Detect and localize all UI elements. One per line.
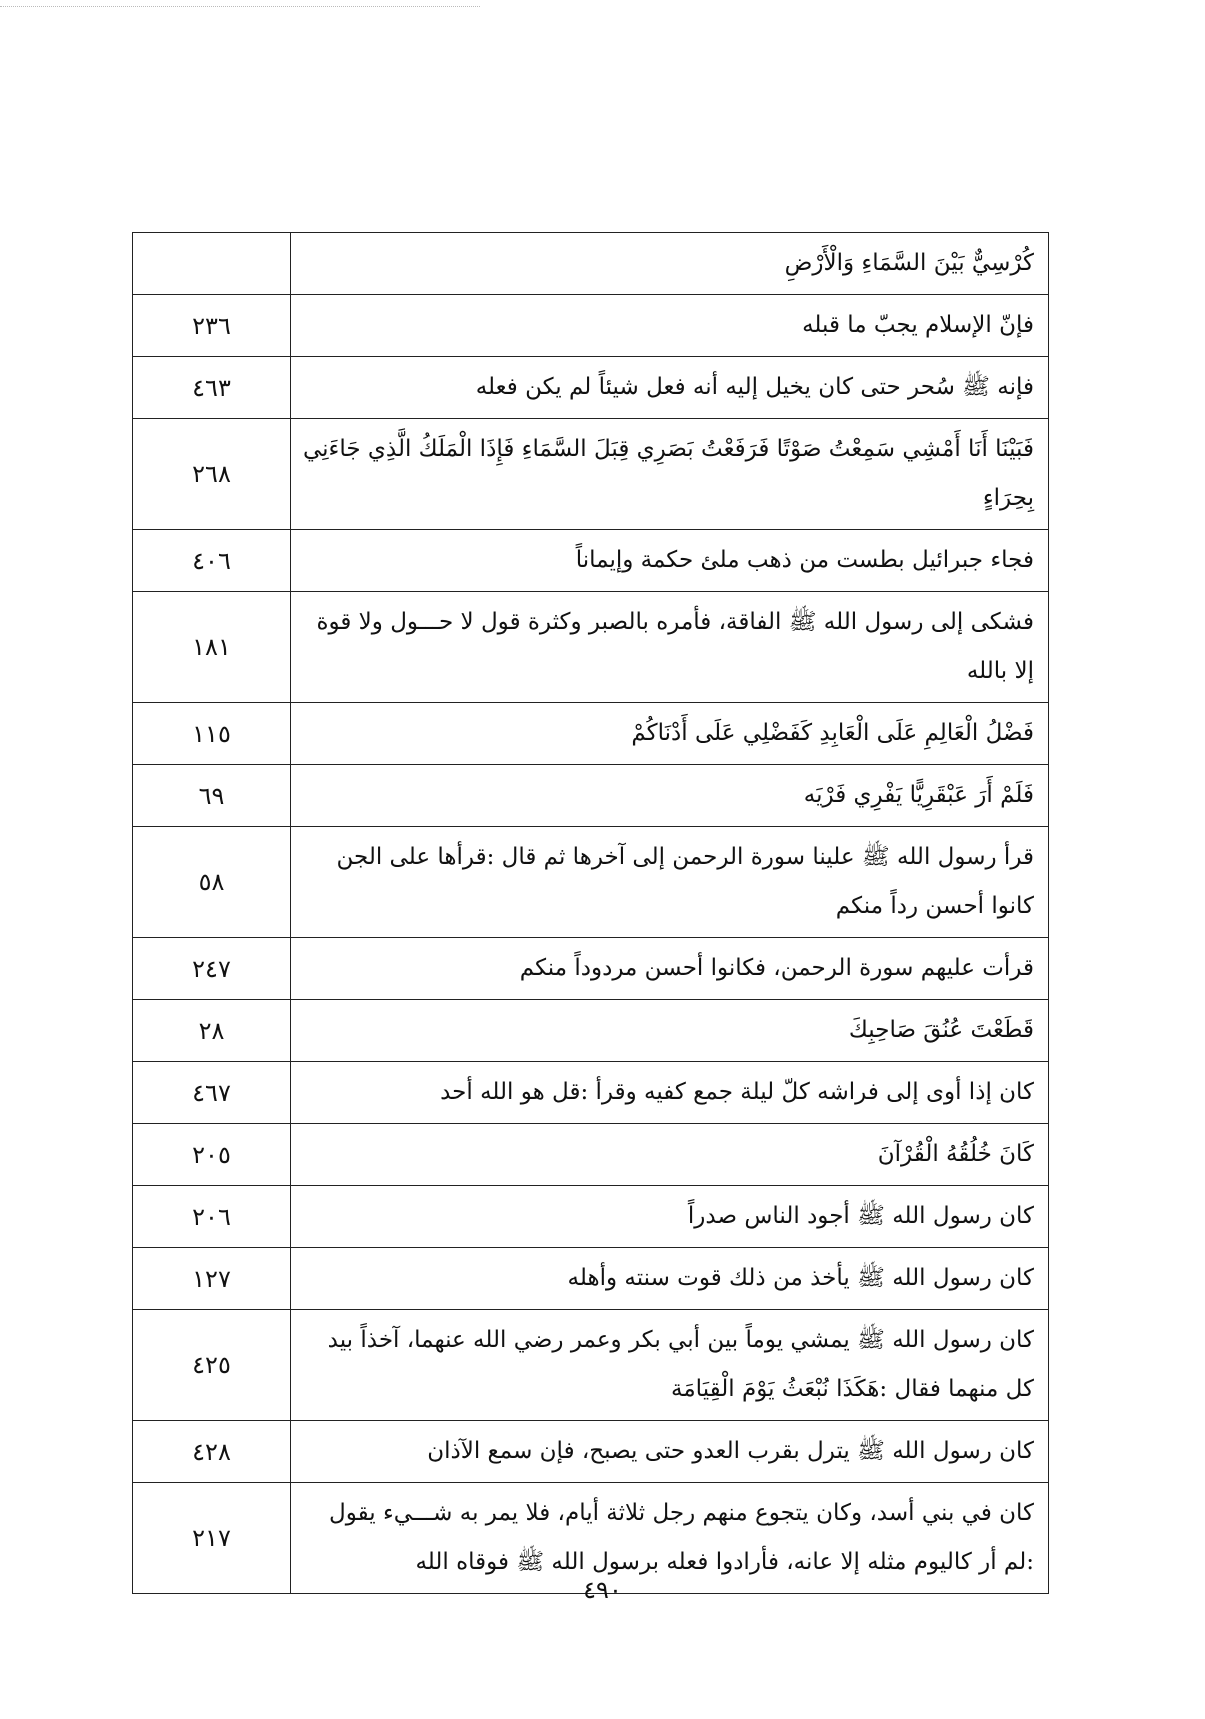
- page-ref: ٢١٧: [133, 1483, 291, 1594]
- table-row: [133, 1000, 1049, 1062]
- hadith-text: كان إذا أوى إلى فراشه كلّ ليلة جمع كفيه وقرأ :قل هو الله أحد: [291, 1062, 1049, 1124]
- page-ref: ٤٠٦: [133, 530, 291, 592]
- table-row: [133, 357, 1049, 419]
- hadith-text: فَبَيْنَا أَنَا أَمْشِي سَمِعْتُ صَوْتًا فَرَفَعْتُ بَصَرِي قِبَلَ السَّمَاءِ فَإِذَا الْمَلَكُ الَّذِي جَاءَنِي بِحِرَاءٍ: [291, 419, 1049, 530]
- page-ref: ٢٠٦: [133, 1186, 291, 1248]
- hadith-text: قَطَعْتَ عُنُقَ صَاحِبِكَ: [291, 1000, 1049, 1062]
- hadith-text: كَانَ خُلُقُهُ الْقُرْآنَ: [291, 1124, 1049, 1186]
- page-ref: ٤٦٧: [133, 1062, 291, 1124]
- table-row: [133, 1062, 1049, 1124]
- hadith-text: قرأت عليهم سورة الرحمن، فكانوا أحسن مردوداً منكم: [291, 938, 1049, 1000]
- page-ref: ٦٩: [133, 765, 291, 827]
- page-ref: ٢٠٥: [133, 1124, 291, 1186]
- page-ref: ٤٦٣: [133, 357, 291, 419]
- table-row: [133, 1124, 1049, 1186]
- page-ref: ٢٤٧: [133, 938, 291, 1000]
- page-ref: [133, 233, 291, 295]
- table-row: [133, 1248, 1049, 1310]
- page-ref: ١١٥: [133, 703, 291, 765]
- hadith-text: قرأ رسول الله ﷺ علينا سورة الرحمن إلى آخرها ثم قال :قرأها على الجن كانوا أحسن رداً منكم: [291, 827, 1049, 938]
- hadith-text: كان رسول الله ﷺ أجود الناس صدراً: [291, 1186, 1049, 1248]
- page-number: ٤٩٠: [583, 1576, 622, 1604]
- hadith-text: فجاء جبرائيل بطست من ذهب ملئ حكمة وإيماناً: [291, 530, 1049, 592]
- hadith-text: كان رسول الله ﷺ يترل بقرب العدو حتى يصبح، فإن سمع الآذان: [291, 1421, 1049, 1483]
- table-row: [133, 233, 1049, 295]
- hadith-text: كان رسول الله ﷺ يمشي يوماً بين أبي بكر وعمر رضي الله عنهما، آخذاً بيد كل منهما فقال :هَكَذَا نُبْعَثُ يَوْمَ الْقِيَامَة: [291, 1310, 1049, 1421]
- page-ref: ٢٦٨: [133, 419, 291, 530]
- page-ref: ٢٣٦: [133, 295, 291, 357]
- page-ref: ١٢٧: [133, 1248, 291, 1310]
- hadith-text: فَضْلُ الْعَالِمِ عَلَى الْعَابِدِ كَفَضْلِي عَلَى أَدْنَاكُمْ: [291, 703, 1049, 765]
- hadith-index-table: [132, 232, 1049, 1594]
- hadith-text: فإنّ الإسلام يجبّ ما قبله: [291, 295, 1049, 357]
- table-row: [133, 295, 1049, 357]
- hadith-text: كان في بني أسد، وكان يتجوع منهم رجل ثلاثة أيام، فلا يمر به شـــيء يقول :لم أر كاليوم مثله إلا عانه، فأرادوا فعله برسول الله ﷺ فوقاه الله: [291, 1483, 1049, 1594]
- table-row: [133, 938, 1049, 1000]
- table-row: [133, 1310, 1049, 1421]
- table-row: [133, 1186, 1049, 1248]
- hadith-text: كُرْسِيٌّ بَيْنَ السَّمَاءِ وَالْأَرْضِ: [291, 233, 1049, 295]
- hadith-text: فَلَمْ أَرَ عَبْقَرِيًّا يَفْرِي فَرْيَه: [291, 765, 1049, 827]
- page-ref: ٤٢٨: [133, 1421, 291, 1483]
- hadith-text: كان رسول الله ﷺ يأخذ من ذلك قوت سنته وأهله: [291, 1248, 1049, 1310]
- table-row: [133, 703, 1049, 765]
- page-ref: ٥٨: [133, 827, 291, 938]
- hadith-text: فإنه ﷺ سُحر حتى كان يخيل إليه أنه فعل شيئاً لم يكن فعله: [291, 357, 1049, 419]
- table-row: [133, 765, 1049, 827]
- hadith-text: فشكى إلى رسول الله ﷺ الفاقة، فأمره بالصبر وكثرة قول لا حـــول ولا قوة إلا بالله: [291, 592, 1049, 703]
- table-row: [133, 419, 1049, 530]
- table-row: [133, 592, 1049, 703]
- page-ref: ١٨١: [133, 592, 291, 703]
- page-ref: ٢٨: [133, 1000, 291, 1062]
- page-ref: ٤٢٥: [133, 1310, 291, 1421]
- scan-edge-rule: [0, 6, 480, 7]
- table-row: [133, 827, 1049, 938]
- table-row: [133, 530, 1049, 592]
- table-row: [133, 1421, 1049, 1483]
